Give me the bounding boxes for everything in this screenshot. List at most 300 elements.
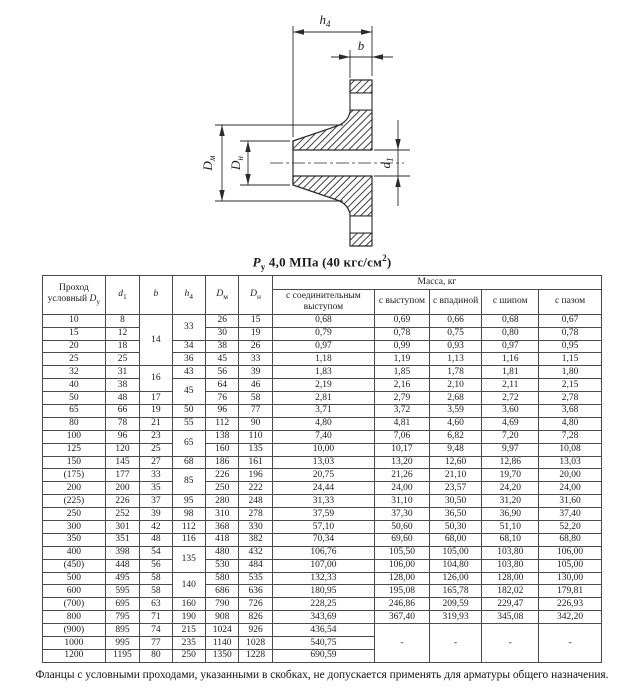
table-row [43,379,602,392]
table-cell: 200 [43,482,106,495]
table-cell: 52,20 [539,521,602,534]
table-cell: 0,79 [272,327,374,340]
table-cell: 2,72 [482,392,539,405]
table-row [43,611,602,624]
table-cell: 13,20 [375,456,430,469]
table-row [43,598,602,611]
table-cell: 128,00 [482,572,539,585]
table-cell: 107,00 [272,559,374,572]
table-row [43,314,602,327]
table-cell: 448 [105,559,139,572]
table-row [43,392,602,405]
table-cell: 24,20 [482,482,539,495]
table-cell: 0,68 [482,314,539,327]
table-row [43,469,602,482]
table-cell: 480 [206,546,239,559]
table-cell: 140 [172,572,205,598]
table-cell: 1,13 [429,353,482,366]
table-cell: 826 [239,611,272,624]
table-cell: 160 [206,443,239,456]
table-cell: 33 [140,469,172,482]
table-cell: 0,78 [539,327,602,340]
col-header-dm: $D_м$ [206,276,239,315]
table-cell: 16 [140,366,172,392]
table-cell: 795 [105,611,139,624]
table-cell: 726 [239,598,272,611]
table-row [43,533,602,546]
table-row [43,482,602,495]
table-cell: 98 [172,508,205,521]
table-cell: 4,60 [429,417,482,430]
table-cell: 50 [43,392,106,405]
table-cell: 351 [105,533,139,546]
table-cell: 0,97 [482,340,539,353]
table-cell: 23 [140,430,172,443]
table-cell: 1200 [43,649,106,662]
table-cell: 7,28 [539,430,602,443]
table-cell: 45 [206,353,239,366]
table-cell: 19,70 [482,469,539,482]
table-cell: 90 [239,417,272,430]
table-cell: 3,71 [272,405,374,418]
table-cell: 51,10 [482,521,539,534]
table-cell: 1140 [206,637,239,650]
table-cell: 7,40 [272,430,374,443]
table-cell: 1350 [206,649,239,662]
table-cell: 368 [206,521,239,534]
table-cell: 70,34 [272,533,374,546]
table-cell: 80 [140,649,172,662]
table-cell: 31,10 [375,495,430,508]
table-cell: 2,81 [272,392,374,405]
table-cell: 48 [105,392,139,405]
table-cell: 112 [172,521,205,534]
table-cell: 1024 [206,624,239,637]
table-cell: (700) [43,598,106,611]
table-cell: 39 [239,366,272,379]
table-cell: 106,00 [539,546,602,559]
table-cell: 6,82 [429,430,482,443]
col-header-mass-5: с пазом [539,289,602,314]
table-cell: 78 [105,417,139,430]
table-cell: 34 [172,340,205,353]
table-cell: 367,40 [375,611,430,624]
table-cell: 13,03 [272,456,374,469]
table-cell: 2,15 [539,379,602,392]
table-cell: 40 [43,379,106,392]
table-cell: 2,68 [429,392,482,405]
table-cell: 226 [206,469,239,482]
flange-table-body [43,314,602,662]
table-cell: 120 [105,443,139,456]
dim-label-dm: $D_м$ [200,155,217,171]
col-header-mass: Масса, кг [272,276,601,290]
table-cell: 116 [172,533,205,546]
page-title: $Р_у$ 4,0 МПа (40 кгс/$см^2$) [252,253,392,272]
table-cell: 42 [140,521,172,534]
table-cell: 17 [140,392,172,405]
table-cell: 68 [172,456,205,469]
table-cell: 180,95 [272,585,374,598]
table-cell: 0,67 [539,314,602,327]
table-cell: 229,47 [482,598,539,611]
table-cell: 103,80 [482,559,539,572]
table-cell: 20,00 [539,469,602,482]
table-cell: 71 [140,611,172,624]
table-cell: - [429,624,482,663]
table-cell: 186 [206,456,239,469]
table-cell: 95 [172,495,205,508]
table-cell: 160 [172,598,205,611]
table-cell: 106,00 [375,559,430,572]
table-cell: 343,69 [272,611,374,624]
table-cell: 20 [43,340,106,353]
table-cell: (450) [43,559,106,572]
table-cell: 150 [43,456,106,469]
table-cell: 382 [239,533,272,546]
table-cell: 200 [105,482,139,495]
table-cell: 252 [105,508,139,521]
table-cell: 2,16 [375,379,430,392]
table-row [43,430,602,443]
table-cell: 56 [206,366,239,379]
table-cell: 540,75 [272,637,374,650]
table-cell: 103,80 [482,546,539,559]
table-cell: 280 [206,495,239,508]
table-cell: 226,93 [539,598,602,611]
table-cell: 8 [105,314,139,327]
table-cell: 310 [206,508,239,521]
table-cell: 25 [140,443,172,456]
table-cell: 37,40 [539,508,602,521]
table-cell: 69,60 [375,533,430,546]
table-cell: 226 [105,495,139,508]
table-cell: 345,08 [482,611,539,624]
dim-b [331,50,393,78]
table-cell: 112 [206,417,239,430]
table-cell: 130,00 [539,572,602,585]
table-cell: 2,19 [272,379,374,392]
table-cell: 126,00 [429,572,482,585]
table-cell: 0,66 [429,314,482,327]
table-cell: 33 [239,353,272,366]
table-cell: 132,33 [272,572,374,585]
table-cell: 31,33 [272,495,374,508]
table-cell: 31 [105,366,139,379]
table-cell: 246,86 [375,598,430,611]
table-cell: 48 [140,533,172,546]
table-cell: 250 [172,649,205,662]
table-cell: 278 [239,508,272,521]
table-cell: 0,68 [272,314,374,327]
table-cell: 3,60 [482,405,539,418]
table-cell: 10,00 [272,443,374,456]
table-cell: - [375,624,430,663]
table-cell: 535 [239,572,272,585]
table-cell: 30,50 [429,495,482,508]
table-cell: 21,26 [375,469,430,482]
table-cell: 228,25 [272,598,374,611]
table-cell: 1,78 [429,366,482,379]
table-cell: 9,48 [429,443,482,456]
col-header-mass-4: с шипом [482,289,539,314]
table-cell: 3,72 [375,405,430,418]
col-header-b: b [140,276,172,315]
col-header-mass-2: с выступом [375,289,430,314]
col-header-dn: $D_н$ [239,276,272,315]
table-cell: 179,81 [539,585,602,598]
table-cell: 800 [43,611,106,624]
table-cell: 4,80 [539,417,602,430]
table-cell: 33 [172,314,205,340]
table-cell: 7,06 [375,430,430,443]
table-row [43,366,602,379]
table-cell: 43 [172,366,205,379]
table-cell: 1,81 [482,366,539,379]
table-cell: 300 [43,521,106,534]
table-cell: 350 [43,533,106,546]
table-cell: 106,76 [272,546,374,559]
table-cell: 105,50 [375,546,430,559]
table-cell: 50,60 [375,521,430,534]
table-cell: 1,83 [272,366,374,379]
table-cell: 21 [140,417,172,430]
flange-drawing [0,0,644,250]
table-cell: 4,80 [272,417,374,430]
table-cell: 0,97 [272,340,374,353]
table-cell: 484 [239,559,272,572]
table-cell: 19 [140,405,172,418]
table-cell: 63 [140,598,172,611]
table-cell: 209,59 [429,598,482,611]
table-cell: 74 [140,624,172,637]
table-cell: 0,93 [429,340,482,353]
table-cell: 9,97 [482,443,539,456]
table-cell: 500 [43,572,106,585]
table-cell: 190 [172,611,205,624]
dim-label-dn: $D_н$ [228,156,245,170]
table-cell: 495 [105,572,139,585]
table-cell: 398 [105,546,139,559]
table-cell: 690,59 [272,649,374,662]
table-row [43,559,602,572]
table-cell: 600 [43,585,106,598]
table-cell: 165,78 [429,585,482,598]
table-cell: 686 [206,585,239,598]
table-cell: 215 [172,624,205,637]
table-cell: 0,75 [429,327,482,340]
table-cell: 177 [105,469,139,482]
table-cell: 38 [206,340,239,353]
table-cell: 46 [239,379,272,392]
table-cell: 790 [206,598,239,611]
table-cell: 12,86 [482,456,539,469]
table-row [43,508,602,521]
table-cell: 58 [140,572,172,585]
flange-drawing-area [0,0,644,250]
table-cell: 58 [140,585,172,598]
table-cell: 13,03 [539,456,602,469]
table-cell: 36 [172,353,205,366]
table-cell: 23,57 [429,482,482,495]
table-cell: 20,75 [272,469,374,482]
table-cell: 64 [206,379,239,392]
table-row [43,405,602,418]
table-cell: 7,20 [482,430,539,443]
table-cell: 14 [140,314,172,366]
table-cell: 37,59 [272,508,374,521]
table-row [43,495,602,508]
table-cell: 138 [206,430,239,443]
table-cell: 10 [43,314,106,327]
table-cell: 400 [43,546,106,559]
flange-table [42,275,602,663]
table-cell: 125 [43,443,106,456]
table-row [43,546,602,559]
table-cell: 12 [105,327,139,340]
table-cell: 1195 [105,649,139,662]
table-cell: 32 [43,366,106,379]
table-cell: 54 [140,546,172,559]
table-cell: 128,00 [375,572,430,585]
table-cell: 26 [206,314,239,327]
table-cell: 19 [239,327,272,340]
table-cell: 96 [105,430,139,443]
col-header-mass-1: с соединительным выступом [272,289,374,314]
table-cell: 1,85 [375,366,430,379]
table-cell: 595 [105,585,139,598]
table-row [43,624,602,637]
table-cell: 135 [172,546,205,572]
table-cell: 1028 [239,637,272,650]
table-cell: 39 [140,508,172,521]
dim-label-d1: $d_1$ [378,157,395,169]
table-cell: 25 [105,353,139,366]
table-cell: 319,93 [429,611,482,624]
table-cell: 24,44 [272,482,374,495]
table-cell: 12,60 [429,456,482,469]
footnote: Фланцы с условными проходами, указанными в скобках, не допускается применять для арматуры общего назначения. [35,668,609,681]
table-cell: 15 [43,327,106,340]
table-cell: - [539,624,602,663]
table-cell: 530 [206,559,239,572]
col-header-d1: $d_1$ [105,276,139,315]
table-cell: 36,90 [482,508,539,521]
table-cell: 2,78 [539,392,602,405]
table-cell: 110 [239,430,272,443]
table-cell: 195,08 [375,585,430,598]
table-cell: 24,00 [539,482,602,495]
table-cell: 2,11 [482,379,539,392]
table-cell: 10,17 [375,443,430,456]
col-header-dy: Проход условный $D_у$ [43,276,106,315]
table-cell: 0,95 [539,340,602,353]
table-cell: 66 [105,405,139,418]
table-cell: 250 [206,482,239,495]
table-cell: 145 [105,456,139,469]
table-cell: 21,10 [429,469,482,482]
table-cell: 3,68 [539,405,602,418]
table-cell: 135 [239,443,272,456]
table-row [43,521,602,534]
table-cell: 77 [140,637,172,650]
table-cell: 0,69 [375,314,430,327]
table-cell: 0,80 [482,327,539,340]
table-cell: 182,02 [482,585,539,598]
table-cell: 56 [140,559,172,572]
table-cell: (900) [43,624,106,637]
table-cell: 432 [239,546,272,559]
table-cell: 30 [206,327,239,340]
table-cell: 342,20 [539,611,602,624]
table-cell: 0,78 [375,327,430,340]
table-cell: 580 [206,572,239,585]
table-cell: 68,80 [539,533,602,546]
table-cell: 196 [239,469,272,482]
col-header-h4: $h_4$ [172,276,205,315]
table-cell: 250 [43,508,106,521]
table-cell: 4,69 [482,417,539,430]
col-header-mass-3: с впадиной [429,289,482,314]
table-cell: 38 [105,379,139,392]
table-cell: (175) [43,469,106,482]
dim-label-b: b [357,38,365,53]
table-cell: 37,30 [375,508,430,521]
dim-label-h4: $h_4$ [319,12,331,29]
table-row [43,456,602,469]
table-cell: 1,80 [539,366,602,379]
table-cell: 1228 [239,649,272,662]
table-cell: 85 [172,469,205,495]
table-cell: 37 [140,495,172,508]
table-cell: 31,20 [482,495,539,508]
table-cell: 995 [105,637,139,650]
table-cell: (225) [43,495,106,508]
table-cell: 76 [206,392,239,405]
table-cell: 3,59 [429,405,482,418]
table-cell: 1000 [43,637,106,650]
table-row [43,585,602,598]
table-cell: 36,50 [429,508,482,521]
table-cell: 105,00 [429,546,482,559]
table-cell: 96 [206,405,239,418]
table-cell: 908 [206,611,239,624]
table-cell: 58 [239,392,272,405]
table-cell: 100 [43,430,106,443]
table-cell: 1,15 [539,353,602,366]
table-cell: 2,79 [375,392,430,405]
table-cell: 895 [105,624,139,637]
table-cell: 248 [239,495,272,508]
table-cell: 25 [43,353,106,366]
table-cell: 1,18 [272,353,374,366]
table-cell: 55 [172,417,205,430]
table-cell: 330 [239,521,272,534]
table-cell: 4,81 [375,417,430,430]
table-cell: 57,10 [272,521,374,534]
table-cell: 104,80 [429,559,482,572]
table-row [43,443,602,456]
table-cell: 105,00 [539,559,602,572]
table-cell: 80 [43,417,106,430]
table-cell: 418 [206,533,239,546]
table-row [43,572,602,585]
table-cell: 301 [105,521,139,534]
table-cell: 10,08 [539,443,602,456]
table-cell: 65 [43,405,106,418]
table-cell: 26 [239,340,272,353]
table-cell: 926 [239,624,272,637]
